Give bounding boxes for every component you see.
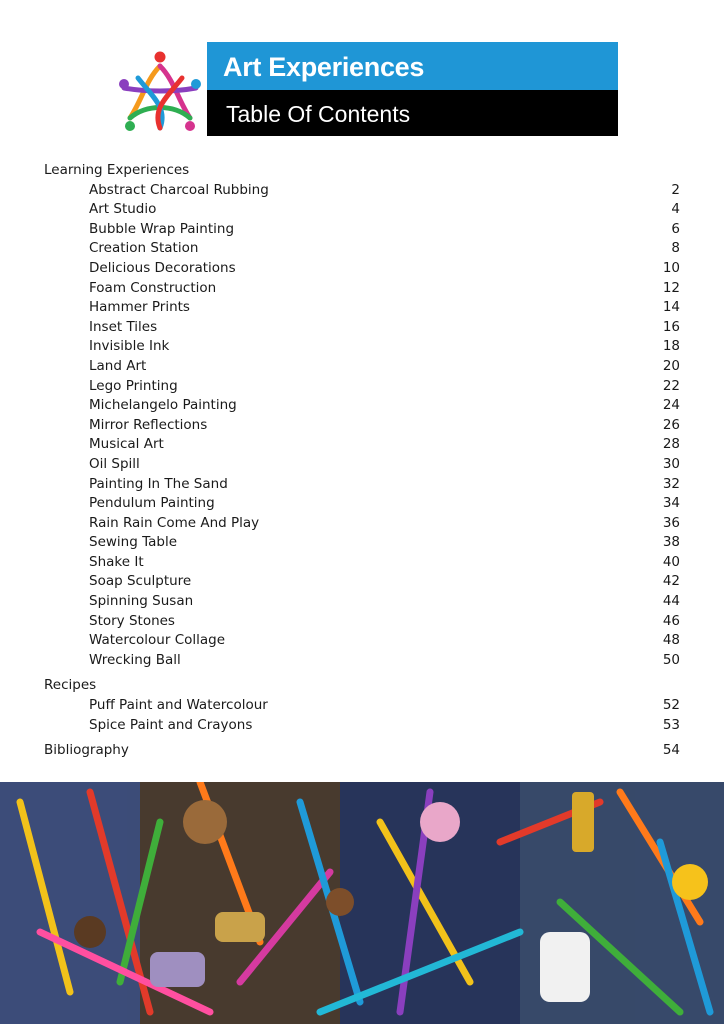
- toc-entry-title: Sewing Table: [89, 534, 177, 551]
- toc-entry[interactable]: [44, 318, 680, 338]
- toc-entry-page: 40: [662, 553, 680, 570]
- toc-entry-page: 12: [662, 279, 680, 296]
- toc-entry-title: Bibliography: [44, 742, 129, 759]
- toc-entry-title: Soap Sculpture: [89, 573, 192, 590]
- toc-entry-title: Delicious Decorations: [89, 259, 236, 276]
- toc-entry-page: 18: [662, 338, 680, 355]
- toc-entry-page: 22: [662, 377, 680, 394]
- toc-entry-page: 30: [662, 455, 680, 472]
- art-supplies-collage-image: [0, 782, 724, 1024]
- toc-entry-page: 53: [662, 716, 680, 733]
- toc-entry-title: Abstract Charcoal Rubbing: [89, 181, 269, 198]
- toc-entry-title: Foam Construction: [89, 279, 217, 296]
- toc-entry-title: Oil Spill: [89, 455, 140, 472]
- toc-entry[interactable]: [44, 357, 680, 377]
- toc-entry-title: Puff Paint and Watercolour: [89, 697, 268, 714]
- page-subtitle: Table Of Contents: [207, 90, 618, 136]
- toc-entry[interactable]: [44, 455, 680, 475]
- toc-entry-title: Hammer Prints: [89, 299, 190, 316]
- toc-entry[interactable]: [44, 181, 680, 201]
- toc-entry[interactable]: [44, 298, 680, 318]
- toc-entry-title: Watercolour Collage: [89, 632, 226, 649]
- toc-entry[interactable]: [44, 572, 680, 592]
- section-label-learning-experiences: Learning Experiences: [44, 162, 190, 178]
- toc-entry-title: Spinning Susan: [89, 593, 194, 610]
- toc-entry-title: Michelangelo Painting: [89, 397, 237, 414]
- toc-entry[interactable]: [44, 416, 680, 436]
- toc-entry-page: 32: [662, 475, 680, 492]
- toc-entry-title: Mirror Reflections: [89, 416, 208, 433]
- toc-entry[interactable]: [44, 514, 680, 534]
- toc-entry-page: 8: [671, 240, 680, 257]
- toc-entry-page: 16: [662, 318, 680, 335]
- toc-entry[interactable]: [44, 220, 680, 240]
- toc-entry-page: 28: [662, 436, 680, 453]
- toc-entry-page: 34: [662, 495, 680, 512]
- toc-entry-page: 2: [671, 181, 680, 198]
- toc-entry-bibliography[interactable]: [44, 741, 680, 761]
- toc-entry-page: 42: [662, 573, 680, 590]
- toc-entry-title: Bubble Wrap Painting: [89, 220, 235, 237]
- toc-entry-page: 48: [662, 632, 680, 649]
- toc-entry[interactable]: [44, 396, 680, 416]
- toc-entry-page: 10: [662, 259, 680, 276]
- toc-entry[interactable]: [44, 716, 680, 736]
- toc-entry-title: Lego Printing: [89, 377, 178, 394]
- toc-entry[interactable]: [44, 435, 680, 455]
- toc-entry-title: Creation Station: [89, 240, 199, 257]
- toc-entry-page: 14: [662, 299, 680, 316]
- toc-entry-title: Musical Art: [89, 436, 164, 453]
- toc-entry-page: 24: [662, 397, 680, 414]
- toc-entry-title: Painting In The Sand: [89, 475, 228, 492]
- page-title: Art Experiences: [207, 42, 618, 90]
- toc-entry-page: 52: [662, 697, 680, 714]
- toc-entry[interactable]: [44, 696, 680, 716]
- toc-entry-page: 26: [662, 416, 680, 433]
- table-of-contents: [44, 161, 680, 761]
- toc-entry-title: Wrecking Ball: [89, 651, 181, 668]
- toc-entry[interactable]: [44, 259, 680, 279]
- toc-entry-page: 6: [671, 220, 680, 237]
- toc-entry-title: Spice Paint and Crayons: [89, 716, 253, 733]
- toc-entry-page: 36: [662, 514, 680, 531]
- toc-entry-title: Land Art: [89, 357, 147, 374]
- section-label-recipes: Recipes: [44, 677, 97, 694]
- toc-entry-page: 50: [662, 651, 680, 668]
- toc-entry[interactable]: [44, 377, 680, 397]
- toc-entry[interactable]: [44, 239, 680, 259]
- toc-entry-page: 46: [662, 612, 680, 629]
- toc-entry[interactable]: [44, 631, 680, 651]
- toc-entry-title: Art Studio: [89, 201, 157, 218]
- recipes-list: [44, 696, 680, 735]
- toc-entry[interactable]: [44, 279, 680, 299]
- toc-entry-page: 20: [662, 357, 680, 374]
- toc-entry-page: 44: [662, 593, 680, 610]
- toc-entry-page: 4: [671, 201, 680, 218]
- toc-entry[interactable]: [44, 337, 680, 357]
- toc-entry-title: Rain Rain Come And Play: [89, 514, 260, 531]
- toc-entry[interactable]: [44, 533, 680, 553]
- toc-entry[interactable]: [44, 553, 680, 573]
- toc-entry[interactable]: [44, 651, 680, 671]
- toc-entry-page: 54: [662, 742, 680, 759]
- toc-entry[interactable]: [44, 592, 680, 612]
- toc-entry-title: Pendulum Painting: [89, 495, 215, 512]
- logo-icon: [118, 48, 202, 134]
- toc-entry-title: Shake It: [89, 553, 144, 570]
- toc-entry-title: Inset Tiles: [89, 318, 158, 335]
- toc-entry[interactable]: [44, 494, 680, 514]
- toc-entry[interactable]: [44, 200, 680, 220]
- toc-entry[interactable]: [44, 612, 680, 632]
- toc-entry[interactable]: [44, 475, 680, 495]
- toc-entry-title: Invisible Ink: [89, 338, 170, 355]
- toc-entry-page: 38: [662, 534, 680, 551]
- toc-entry-title: Story Stones: [89, 612, 175, 629]
- learning-experiences-list: [44, 181, 680, 671]
